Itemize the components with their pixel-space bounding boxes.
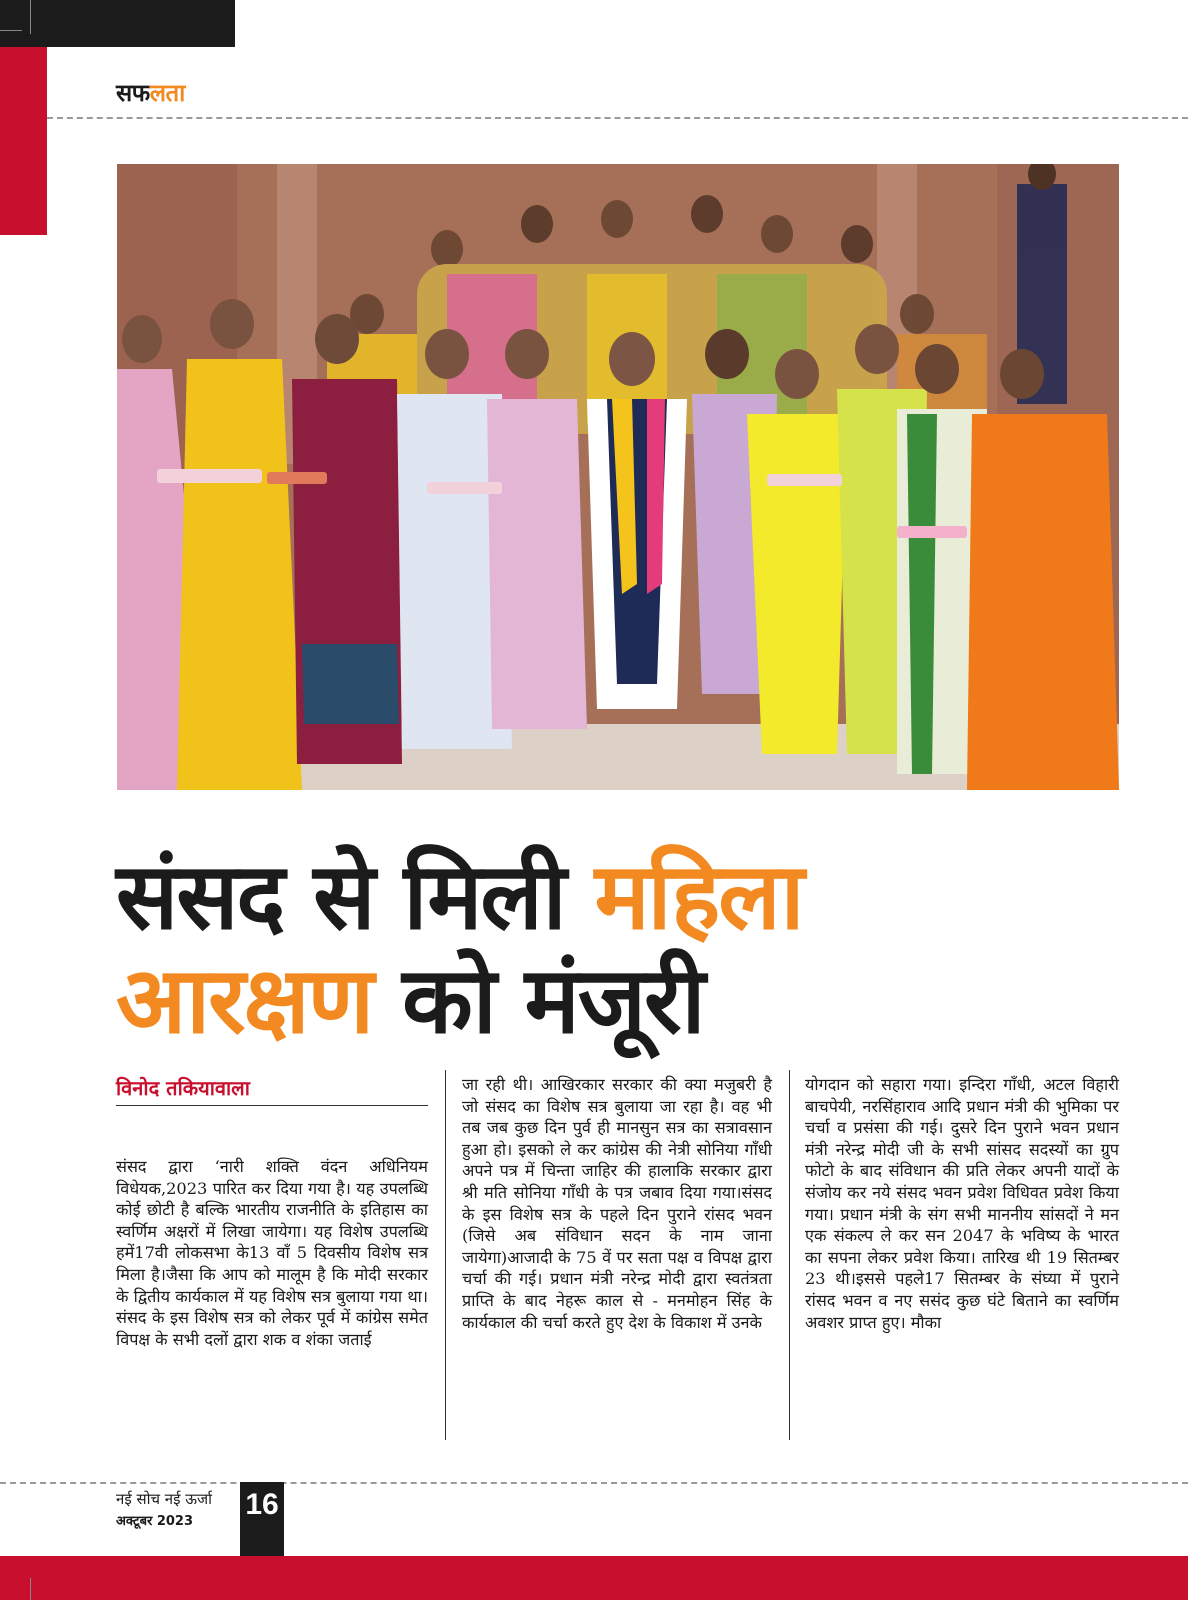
section-label-part1: सफ [116,79,150,107]
author-byline: विनोद तकियावाला [116,1076,250,1100]
left-red-bar [0,47,47,235]
headline-line-2 [116,949,1116,1053]
headline-line-1 [116,845,1116,949]
article-column-3: योगदान को सहारा गया। इन्दिरा गाँधी, अटल विहारी बाचपेयी, नरसिंहाराव आदि प्रधान मंत्री की भुमिका पर चर्चा व प्रसंसा की गई। दुसरे दिन पुराने भवन प्रधान मंत्री नरेन्द्र मोदी जी के सभी सांसद सदस्यों का ग्रुप फोटो के बाद संविधान की प्रति लेकर अपनी यादों के संजोय कर नये संसद भवन प्रवेश विधिवत प्रवेश किया गया। प्रधान मंत्री के संग सभी माननीय सांसदों ने मन एक संकल्प ले कर सन 2047 के भविष्य के भारत का सपना लेकर प्रवेश किया। तारिख थी 19 सितम्बर 23 थी।इससे पहले17 सितम्बर के संघ्या में पुराने रांसद भवन व नए ससंद कुछ घंटे बिताने का स्वर्णिम अवशर प्राप्त हुए। मौका [805,1075,1119,1332]
crop-mark [0,30,22,31]
section-label-part2: लता [149,79,185,107]
headline-line2-orange: आरक्षण [116,947,373,1054]
headline-line1-orange: महिला [594,843,803,950]
column-divider [789,1070,790,1440]
headline-line1-dark: संसद से मिली [116,843,565,950]
column-divider [445,1070,446,1440]
footer-magazine-name: नई सोच नई ऊर्जा [116,1490,213,1508]
group-photo-icon [117,164,1119,790]
article-headline [116,845,1116,1053]
bottom-red-bar [0,1556,1188,1600]
footer-issue-date: अक्टूबर 2023 [116,1514,194,1529]
headline-line2-dark: को मंजूरी [402,947,704,1054]
bottom-dashed-divider [0,1482,1188,1484]
top-black-bar [0,0,235,47]
top-dashed-divider [47,117,1188,119]
article-column-1: संसद द्वारा ‘नारी शक्ति वंदन अधिनियम विधेयक,2023 पारित कर दिया गया है। यह उपलब्धि कोई छोटी है बल्कि भारतीय राजनीति के इतिहास का स्वर्णिम अक्षरों में लिखा जायेगा। यह विशेष उपलब्धि हमें17वी लोकसभा के13 वाँ 5 दिवसीय विशेष सत्र मिला है।जैसा कि आप को मालूम है कि मोदी सरकार के द्वितीय कार्यकाल में यह विशेष सत्र बुलाया गया था।संसद के इस विशेष सत्र को लेकर पूर्व में कांग्रेस समेत विपक्ष के सभी दलों द्वारा शक व शंका जताई [116,1157,428,1349]
group-photo [117,164,1119,790]
article-column-2: जा रही थी। आखिरकार सरकार की क्या मजुबरी है जो संसद का विशेष सत्र बुलाया जा रहा है। वह भी तब जब कुछ दिन पुर्व ही मानसुन सत्र का सत्रावसान हुआ हो। इसको ले कर कांग्रेस की नेत्री सोनिया गाँधी अपने पत्र में चिन्ता जाहिर की हालाकि सरकार द्वारा श्री मति सोनिया गाँधी के पत्र जबाव दिया गया।संसद के इस विशेष सत्र के पहले दिन पुराने रांसद भवन (जिसे अब संविधान सदन के नाम जाना जायेगा)आजादी के 75 वें पर सता पक्ष व विपक्ष द्वारा चर्चा की गई। प्रधान मंत्री नरेन्द्र मोदी द्वारा स्वतंत्रता प्राप्ति के बाद नेहरू काल से - मनमोहन सिंह के कार्यकाल की चर्चा करते हुए देश के विकाश में उनके [462,1075,772,1332]
byline-underline [116,1105,428,1106]
crop-mark [30,0,31,34]
page-number: 16 [240,1482,284,1556]
crop-mark [30,1578,31,1600]
section-label [116,76,185,109]
